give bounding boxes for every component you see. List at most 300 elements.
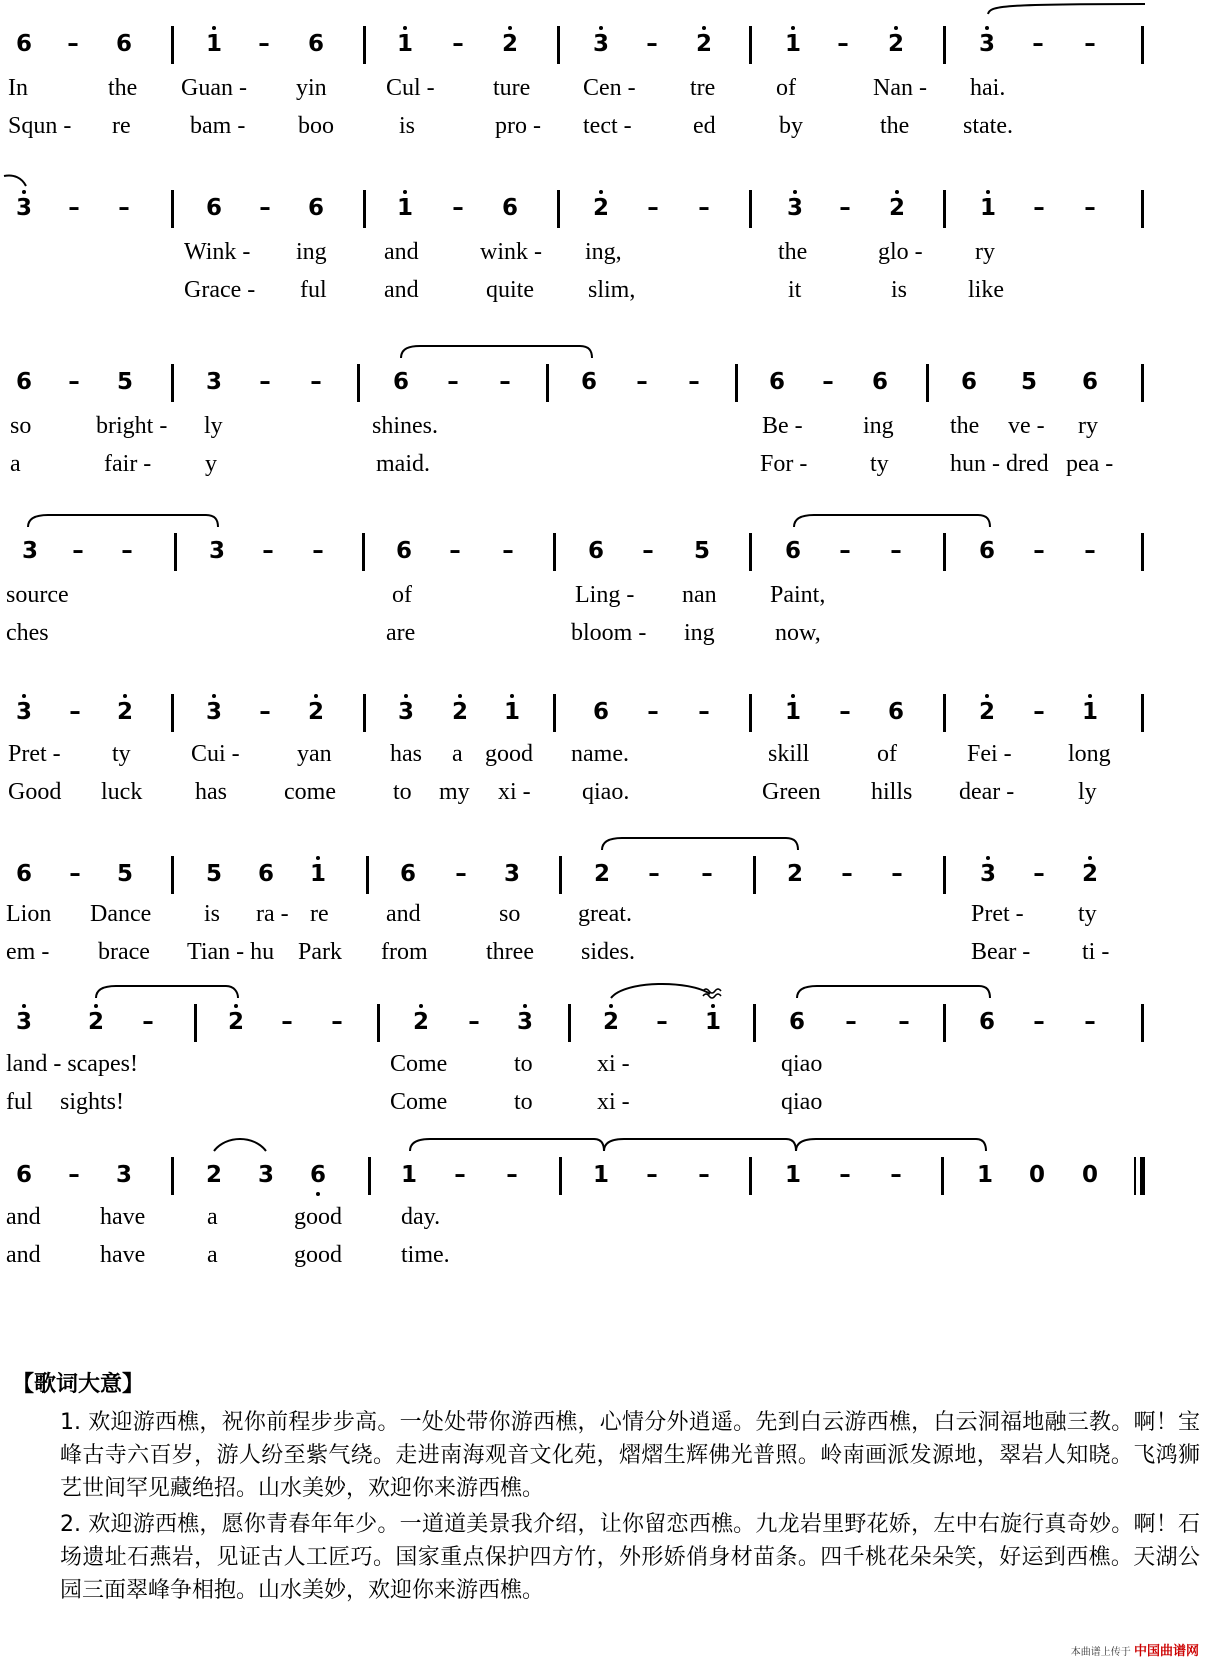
lyric-word: yan — [297, 741, 332, 767]
lyric-word: now, — [775, 620, 821, 646]
lyric-word: a — [452, 741, 463, 767]
lyric-word: so — [499, 901, 521, 927]
translation-verse-2: 2. 欢迎游西樵，愿你青春年年少。一道道美景我介绍，让你留恋西樵。九龙岩里野花娇，左中右旋行真奇妙。啊！石场遗址石燕岩，见证古人工匠巧。国家重点保护四方竹，外形娇俏身材苗条。四千桃花朵朵笑，好运到西樵。天湖公园三面翠峰争相抱。山水美妙，欢迎你来游西樵。 — [60, 1512, 1200, 1603]
lyric-word: Fei - — [967, 741, 1012, 767]
lyric-word: bright - — [96, 413, 168, 439]
note: – — [822, 369, 834, 395]
lyric-word: Bear - — [971, 939, 1031, 965]
lyric-word: of — [877, 741, 897, 767]
upload-credit — [1071, 1640, 1199, 1659]
note: 6 — [784, 538, 801, 564]
lyrics-verse-2 — [0, 1086, 1221, 1118]
note: 6 — [15, 31, 32, 57]
lyric-word: is — [399, 113, 416, 139]
lyric-word: time. — [401, 1242, 450, 1268]
note: – — [1033, 538, 1045, 564]
note: 6 — [392, 369, 409, 395]
note: 6 — [298, 1155, 338, 1195]
tie-slur — [0, 1002, 1221, 1042]
lyric-word: Cul - — [386, 75, 435, 101]
lyric-word: Squn - — [8, 113, 72, 139]
lyric-word: quite — [486, 277, 534, 303]
lyric-word: ture — [493, 75, 531, 101]
note: 3 — [257, 1162, 274, 1188]
lyric-word: come — [284, 779, 336, 805]
note: – — [898, 1009, 910, 1035]
lyric-word: great. — [578, 901, 632, 927]
lyrics-verse-1 — [0, 579, 1221, 611]
lyric-word: Tian - hu — [187, 939, 275, 965]
note: – — [646, 31, 658, 57]
note: – — [1033, 195, 1045, 221]
note: – — [636, 369, 648, 395]
lyric-word: has — [195, 779, 227, 805]
lyric-word: Nan - — [873, 75, 927, 101]
octave-dot-above — [1088, 694, 1092, 698]
lyric-word: is — [891, 277, 908, 303]
note: 3 — [194, 692, 234, 732]
tie-slur — [0, 1155, 1221, 1195]
lyric-word: skill — [768, 741, 810, 767]
note: 3 — [386, 692, 426, 732]
lyric-word: a — [10, 451, 21, 477]
lyric-word: hun - dred — [950, 451, 1049, 477]
note: – — [468, 1009, 480, 1035]
note: – — [258, 31, 270, 57]
lyric-word: three — [486, 939, 534, 965]
lyric-word: the — [108, 75, 138, 101]
note: – — [837, 31, 849, 57]
note: 1 — [773, 692, 813, 732]
lyric-word: slim, — [588, 277, 636, 303]
note: 2 — [1070, 854, 1110, 894]
note: 6 — [15, 1162, 32, 1188]
note: 6 — [580, 369, 597, 395]
lyric-word: qiao — [781, 1089, 823, 1115]
lyrics-verse-2 — [0, 776, 1221, 808]
lyric-word: my — [439, 779, 470, 805]
lyric-word: sides. — [581, 939, 635, 965]
lyric-word: xi - — [597, 1051, 630, 1077]
lyric-word: land - scapes! — [6, 1051, 138, 1077]
note: – — [121, 538, 133, 564]
note: 2 — [591, 1002, 631, 1042]
lyric-word: has — [390, 741, 422, 767]
note: 6 — [307, 31, 324, 57]
note: 3 — [21, 538, 38, 564]
note: 0 — [1028, 1162, 1045, 1188]
note: 1 — [194, 24, 234, 64]
lyrics-verse-2 — [0, 936, 1221, 968]
lyrics-verse-1 — [0, 738, 1221, 770]
lyric-word: y — [205, 451, 217, 477]
lyric-word: Guan - — [181, 75, 247, 101]
note: 6 — [307, 195, 324, 221]
note: – — [502, 538, 514, 564]
barline — [943, 694, 946, 732]
note: 5 — [116, 861, 133, 887]
lyric-word: Park — [298, 939, 342, 965]
lyric-word: brace — [98, 939, 150, 965]
lyrics-verse-2 — [0, 110, 1221, 142]
lyric-word: like — [968, 277, 1004, 303]
tie-slur — [0, 24, 1221, 64]
note: – — [68, 1162, 80, 1188]
note: – — [118, 195, 130, 221]
lyric-word: ing — [863, 413, 894, 439]
lyrics-verse-1 — [0, 72, 1221, 104]
note: – — [698, 699, 710, 725]
note: 1 — [693, 1002, 733, 1042]
note: 6 — [871, 369, 888, 395]
lyric-word: have — [100, 1242, 146, 1268]
translation-verse-1: 1. 欢迎游西樵，祝你前程步步高。一处处带你游西樵，心情分外逍遥。先到白云游西樵，白云洞福地融三教。啊！宝峰古寺六百岁，游人纷至紫气绕。走进南海观音文化苑，熠熠生辉佛光普照。岭南画派发源地，翠岩人知晓。飞鸿狮艺世间罕见藏绝招。山水美妙，欢迎你来游西樵。 — [60, 1410, 1200, 1501]
note: 6 — [587, 538, 604, 564]
lyric-word: by — [779, 113, 803, 139]
lyric-word: ty — [112, 741, 131, 767]
note: – — [499, 369, 511, 395]
octave-dot-above — [123, 694, 127, 698]
lyric-word: the — [880, 113, 910, 139]
lyric-word: re — [112, 113, 131, 139]
note: – — [281, 1009, 293, 1035]
note: – — [506, 1162, 518, 1188]
lyric-word: em - — [6, 939, 50, 965]
lyric-word: Dance — [90, 901, 152, 927]
lyrics-verse-1 — [0, 1048, 1221, 1080]
note: – — [1033, 699, 1045, 725]
lyrics-verse-2 — [0, 617, 1221, 649]
lyric-word: ful — [6, 1089, 33, 1115]
lyric-word: long — [1068, 741, 1111, 767]
note: 6 — [960, 369, 977, 395]
note: 3 — [581, 24, 621, 64]
note: 5 — [693, 538, 710, 564]
octave-dot-above — [22, 694, 26, 698]
note: 3 — [4, 1002, 44, 1042]
note: – — [455, 861, 467, 887]
note: 3 — [4, 692, 44, 732]
octave-dot-above — [314, 694, 318, 698]
lyric-word: the — [950, 413, 980, 439]
note: – — [310, 369, 322, 395]
note: 2 — [205, 1162, 222, 1188]
note: 2 — [401, 1002, 441, 1042]
note: – — [454, 1162, 466, 1188]
note: – — [1032, 31, 1044, 57]
lyric-word: Be - — [762, 413, 803, 439]
note: – — [69, 861, 81, 887]
lyric-word: a — [207, 1242, 218, 1268]
note: – — [449, 538, 461, 564]
barline — [749, 694, 752, 732]
note: – — [68, 195, 80, 221]
lyrics-verse-1 — [0, 410, 1221, 442]
lyric-word: Ling - — [575, 582, 635, 608]
lyric-word: Paint, — [770, 582, 826, 608]
lyric-word: ti - — [1082, 939, 1110, 965]
note: – — [447, 369, 459, 395]
note: – — [839, 538, 851, 564]
lyric-word: nan — [682, 582, 717, 608]
note: 2 — [593, 861, 610, 887]
lyric-word: name. — [571, 741, 629, 767]
lyric-word: bam - — [190, 113, 246, 139]
note: 6 — [15, 369, 32, 395]
note: 6 — [399, 861, 416, 887]
lyric-word: and — [6, 1204, 41, 1230]
note: – — [1033, 861, 1045, 887]
lyric-word: Wink - — [184, 239, 251, 265]
lyric-word: tect - — [583, 113, 632, 139]
lyric-word: re — [310, 901, 329, 927]
note: – — [259, 369, 271, 395]
note: 6 — [887, 699, 904, 725]
note: 1 — [400, 1162, 417, 1188]
lyric-word: have — [100, 1204, 146, 1230]
note: – — [67, 31, 79, 57]
note: 1 — [968, 188, 1008, 228]
lyric-word: ty — [1078, 901, 1097, 927]
note: 1 — [385, 24, 425, 64]
lyric-word: fair - — [104, 451, 152, 477]
lyric-word: ed — [693, 113, 716, 139]
lyric-word: bloom - — [571, 620, 647, 646]
barline — [363, 694, 366, 732]
lyric-word: pro - — [495, 113, 541, 139]
lyric-word: luck — [101, 779, 143, 805]
lyric-word: ches — [6, 620, 49, 646]
note: 6 — [1081, 369, 1098, 395]
lyric-word: and — [384, 277, 419, 303]
site-name: 中国曲谱网 — [1133, 1644, 1199, 1659]
note: 6 — [205, 195, 222, 221]
note: 2 — [876, 24, 916, 64]
note: – — [656, 1009, 668, 1035]
lyric-word: maid. — [376, 451, 430, 477]
note: 2 — [877, 188, 917, 228]
note: 6 — [115, 31, 132, 57]
note: – — [845, 1009, 857, 1035]
note: – — [1084, 1009, 1096, 1035]
note: – — [891, 861, 903, 887]
lyric-word: to — [514, 1051, 533, 1077]
note: 6 — [592, 699, 609, 725]
note: – — [698, 1162, 710, 1188]
lyric-word: glo - — [878, 239, 923, 265]
note: 3 — [967, 24, 1007, 64]
lyric-word: ing — [296, 239, 327, 265]
lyric-word: sights! — [60, 1089, 125, 1115]
note: – — [262, 538, 274, 564]
note: 6 — [395, 538, 412, 564]
note: – — [312, 538, 324, 564]
note: – — [890, 538, 902, 564]
lyric-word: wink - — [480, 239, 542, 265]
lyric-word: state. — [963, 113, 1013, 139]
note: – — [1084, 195, 1096, 221]
note: 5 — [116, 369, 133, 395]
lyric-word: and — [384, 239, 419, 265]
note: – — [890, 1162, 902, 1188]
note: 6 — [15, 861, 32, 887]
lyric-word: is — [204, 901, 221, 927]
tie-slur — [0, 531, 1221, 571]
credit-prefix: 本曲谱上传于 — [1070, 1647, 1131, 1658]
note: – — [1084, 538, 1096, 564]
tie-slur — [0, 854, 1221, 894]
lyric-word: ly — [204, 413, 223, 439]
note: 3 — [503, 861, 520, 887]
octave-dot-above — [791, 694, 795, 698]
lyric-word: ing, — [585, 239, 622, 265]
note: – — [142, 1009, 154, 1035]
lyrics-verse-2 — [0, 448, 1221, 480]
lyric-word: Lion — [6, 901, 52, 927]
octave-dot-above — [458, 694, 462, 698]
lyric-word: qiao. — [582, 779, 630, 805]
lyric-word: of — [392, 582, 412, 608]
octave-dot-above — [404, 694, 408, 698]
lyric-word: to — [393, 779, 412, 805]
note: – — [68, 369, 80, 395]
lyrics-verse-2 — [0, 1239, 1221, 1271]
note: – — [259, 195, 271, 221]
note: 1 — [592, 1162, 609, 1188]
octave-dot-above — [985, 694, 989, 698]
lyric-word: hai. — [970, 75, 1006, 101]
lyric-word: and — [6, 1242, 41, 1268]
lyric-word: qiao — [781, 1051, 823, 1077]
lyric-word: ve - — [1008, 413, 1045, 439]
lyric-word: hills — [871, 779, 913, 805]
note: – — [72, 538, 84, 564]
note: 1 — [385, 188, 425, 228]
barline — [553, 694, 556, 732]
note: 1 — [298, 854, 338, 894]
lyric-word: pea - — [1066, 451, 1114, 477]
note: – — [841, 861, 853, 887]
lyric-word: For - — [760, 451, 808, 477]
note: 1 — [773, 24, 813, 64]
note: 1 — [1070, 692, 1110, 732]
lyric-word: ty — [870, 451, 889, 477]
lyric-word: boo — [298, 113, 334, 139]
note: – — [839, 195, 851, 221]
lyric-word: a — [207, 1204, 218, 1230]
lyric-word: of — [776, 75, 796, 101]
note: – — [648, 861, 660, 887]
note: 6 — [501, 195, 518, 221]
note: 2 — [216, 1002, 256, 1042]
note: – — [331, 1009, 343, 1035]
lyric-word: so — [10, 413, 32, 439]
lyric-word: and — [386, 901, 421, 927]
note: – — [452, 195, 464, 221]
note: – — [688, 369, 700, 395]
lyric-word: day. — [401, 1204, 441, 1230]
note: 2 — [76, 1002, 116, 1042]
lyric-word: Come — [390, 1051, 448, 1077]
note: 3 — [115, 1162, 132, 1188]
lyric-word: shines. — [372, 413, 438, 439]
lyric-word: tre — [690, 75, 716, 101]
lyric-word: Come — [390, 1089, 448, 1115]
lyric-word: to — [514, 1089, 533, 1115]
note: 6 — [978, 1009, 995, 1035]
lyric-word: ly — [1078, 779, 1097, 805]
lyric-word: Pret - — [8, 741, 61, 767]
note: 1 — [976, 1162, 993, 1188]
note: 3 — [968, 854, 1008, 894]
note: – — [839, 1162, 851, 1188]
octave-dot-above — [212, 694, 216, 698]
lyric-word: Cui - — [191, 741, 240, 767]
lyric-word: from — [381, 939, 428, 965]
lyric-word: Grace - — [184, 277, 256, 303]
note: – — [69, 699, 81, 725]
lyric-word: good — [294, 1242, 342, 1268]
lyric-word: the — [778, 239, 808, 265]
note: – — [839, 699, 851, 725]
note: 2 — [296, 692, 336, 732]
note: 1 — [784, 1162, 801, 1188]
lyric-word: Good — [8, 779, 62, 805]
lyric-word: ry — [975, 239, 995, 265]
lyric-word: ra - — [256, 901, 289, 927]
note: – — [647, 195, 659, 221]
note: – — [1033, 1009, 1045, 1035]
lyric-word: it — [788, 277, 802, 303]
tie-slur — [0, 362, 1221, 402]
lyric-word: Cen - — [583, 75, 636, 101]
lyric-word: Pret - — [971, 901, 1024, 927]
lyric-word: Green — [762, 779, 821, 805]
note: 2 — [105, 692, 145, 732]
lyric-word: source — [6, 582, 69, 608]
note: 2 — [490, 24, 530, 64]
lyric-word: dear - — [959, 779, 1015, 805]
octave-dot-above — [510, 694, 514, 698]
note: – — [1084, 31, 1096, 57]
lyrics-verse-1 — [0, 898, 1221, 930]
tie-slur — [0, 188, 1221, 228]
lyric-word: ful — [300, 277, 327, 303]
note: 2 — [581, 188, 621, 228]
notation-line — [0, 692, 1221, 732]
lyrics-verse-2 — [0, 274, 1221, 306]
note: – — [642, 538, 654, 564]
lyric-word: yin — [296, 75, 327, 101]
note: 3 — [205, 369, 222, 395]
note: 0 — [1081, 1162, 1098, 1188]
lyric-word: good — [294, 1204, 342, 1230]
lyric-word: ry — [1078, 413, 1098, 439]
lyric-word: xi - — [597, 1089, 630, 1115]
note: 6 — [978, 538, 995, 564]
note: 2 — [440, 692, 480, 732]
lyrics-verse-1 — [0, 236, 1221, 268]
note: 6 — [768, 369, 785, 395]
translation-heading: 【歌词大意】 — [12, 1372, 145, 1397]
note: – — [647, 699, 659, 725]
barline — [1141, 694, 1144, 732]
note: 2 — [786, 861, 803, 887]
note: – — [698, 195, 710, 221]
lyric-word: xi - — [498, 779, 531, 805]
lyrics-verse-1 — [0, 1201, 1221, 1233]
note: 2 — [967, 692, 1007, 732]
